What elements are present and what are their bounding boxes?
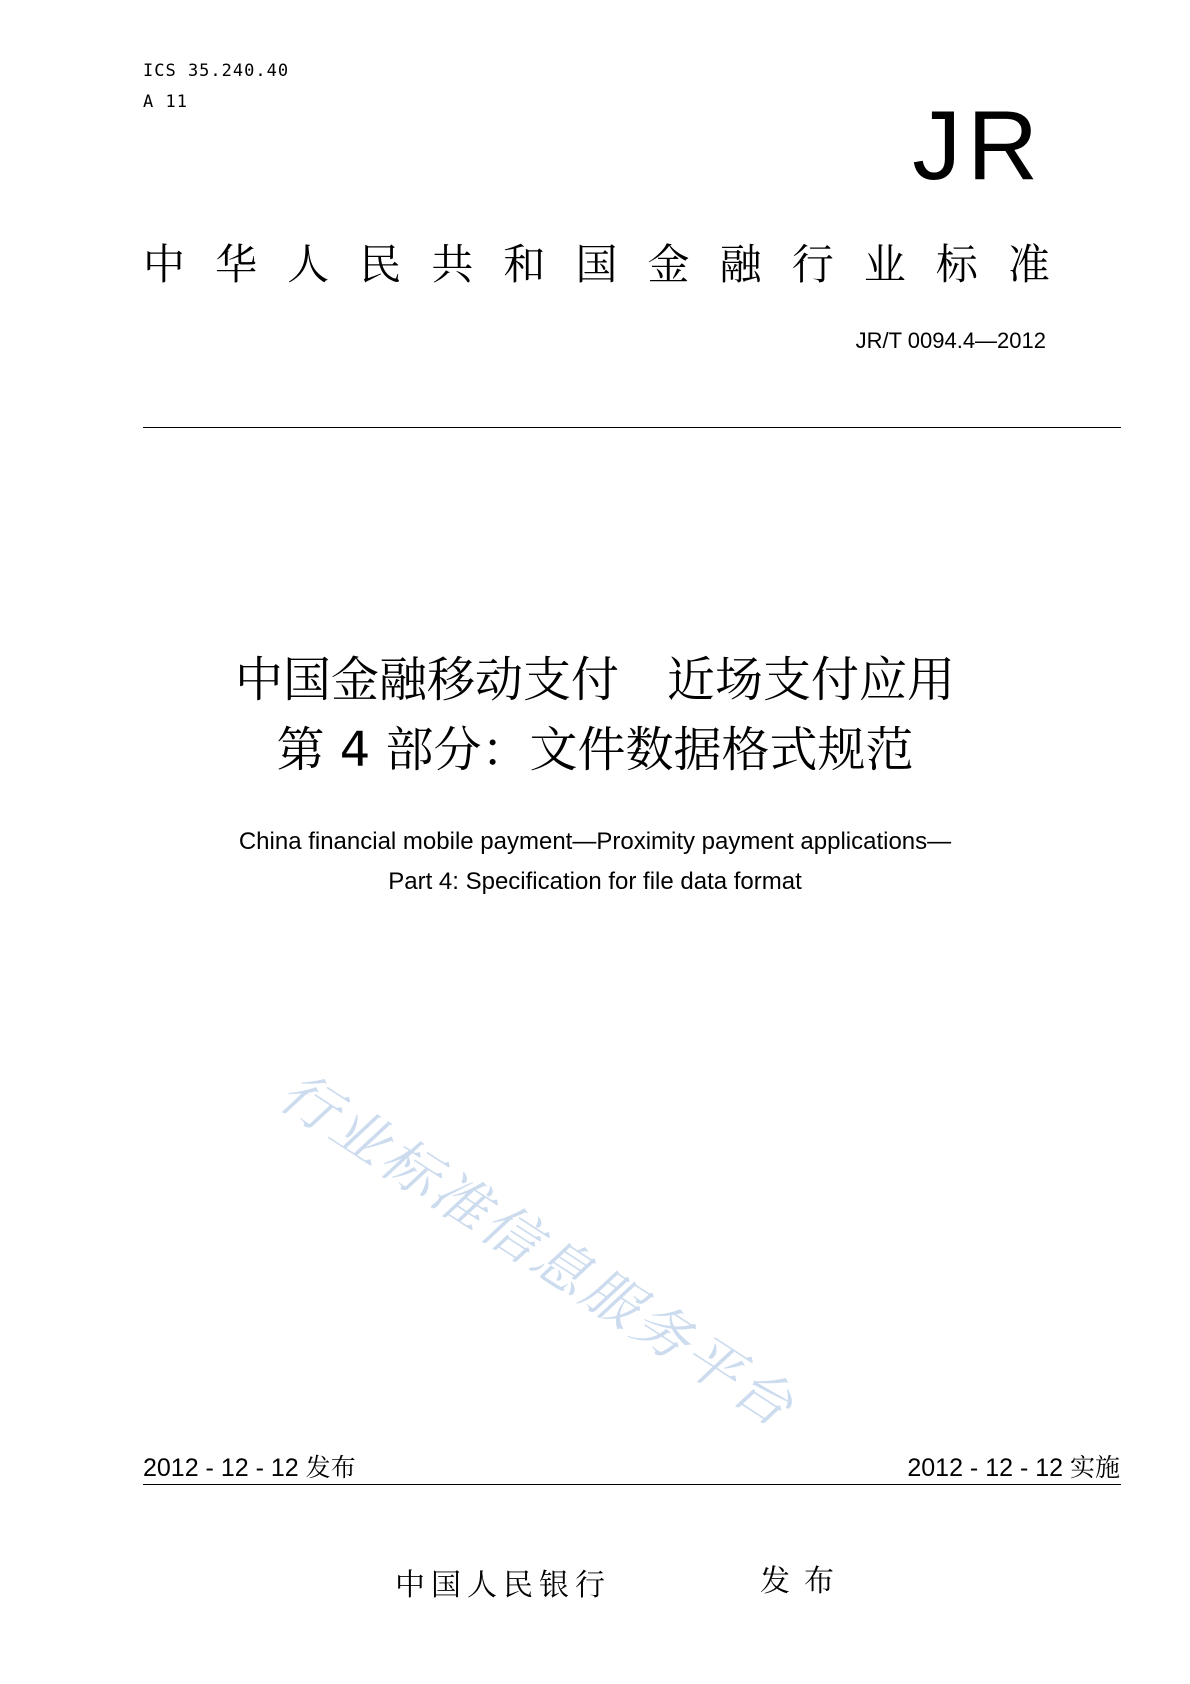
standard-category-title	[143, 232, 1050, 292]
standard-title-char: 标	[935, 240, 978, 289]
document-title-cn-line1: 中国金融移动支付 近场支付应用	[234, 652, 955, 708]
classification-code: A 11	[143, 92, 188, 112]
document-title-cn-line2: 第 4 部分：文件数据格式规范	[276, 722, 914, 778]
document-title-en-line1: China financial mobile payment—Proximity payment applications—	[238, 828, 952, 855]
standard-title-char: 行	[791, 240, 834, 289]
standard-title-char: 国	[575, 240, 618, 289]
standard-title-char: 和	[503, 240, 546, 289]
footer-divider	[143, 1484, 1121, 1485]
watermark: 行业标准信息服务平台	[268, 1060, 807, 1442]
standard-title-char: 华	[215, 240, 258, 289]
standard-title-char: 共	[431, 240, 474, 289]
standard-title-char: 民	[359, 240, 402, 289]
publisher-name: 中国人民银行	[395, 1568, 611, 1603]
ics-code: ICS 35.240.40	[143, 61, 290, 81]
standard-title-char: 业	[863, 240, 906, 289]
jr-logo	[844, 97, 1044, 197]
standard-title-char: 人	[287, 240, 330, 289]
standard-title-char: 金	[647, 240, 690, 289]
publish-label: 发布	[760, 1564, 848, 1599]
jr-logo-text: JR	[912, 97, 1044, 197]
header-divider	[143, 427, 1121, 428]
standard-title-char: 准	[1007, 240, 1050, 289]
implementation-date: 2012 - 12 - 12 实施	[907, 1454, 1120, 1482]
issue-date: 2012 - 12 - 12 发布	[143, 1454, 356, 1482]
standard-number: JR/T 0094.4—2012	[855, 328, 1046, 353]
document-title-en-line2: Part 4: Specification for file data format	[388, 868, 802, 895]
standard-title-char: 中	[143, 240, 186, 289]
standard-title-char: 融	[719, 240, 762, 289]
